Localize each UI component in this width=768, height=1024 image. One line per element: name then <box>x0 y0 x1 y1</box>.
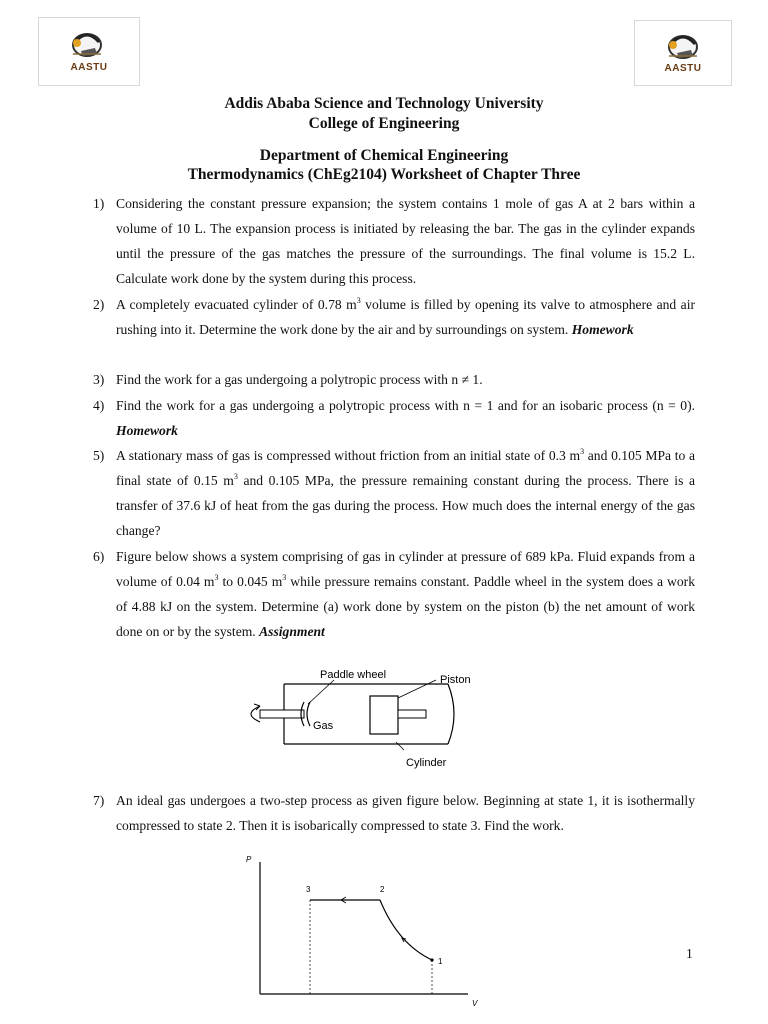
question-text: and 0.105 MPa, the pressure remaining constant during the process. There is a transfer of 37.6 kJ of heat from the gas during the process. How much does the internal energy of the gas change? <box>116 473 695 538</box>
question-text: A completely evacuated cylinder of 0.78 m <box>116 297 357 312</box>
superscript: 3 <box>356 296 361 305</box>
state-1-label: 1 <box>438 957 443 966</box>
cylinder-figure <box>236 662 486 774</box>
paddle-wheel-label: Paddle wheel <box>320 669 387 681</box>
university-title: Addis Ababa Science and Technology University <box>224 95 544 112</box>
question-5 <box>93 443 695 543</box>
leader-line <box>398 680 436 698</box>
question-text: while pressure remains constant. Paddle wheel in the system does a work of 4.88 kJ on the system. Determine (a) work done by system on the piston (b) the net amount of work done on or by the system. <box>116 574 695 639</box>
superscript: 3 <box>282 573 287 582</box>
question-text: Considering the constant pressure expansion; the system contains 1 mole of gas A at 2 bars within a volume of 10 L. The expansion process is initiated by releasing the bar. The gas in the cylinder expands until the pressure of the gas matches the pressure of the surroundings. The final volume is 15.2 L. Calculate work done by the system during this process. <box>116 196 695 286</box>
question-text: A stationary mass of gas is compressed without friction from an initial state of 0.3 m <box>116 448 581 463</box>
piston-rod <box>398 710 426 718</box>
homework-tag: Homework <box>571 322 634 337</box>
rotation-arrow <box>251 706 260 722</box>
aastu-logo-left <box>38 17 140 86</box>
logo-text: AASTU <box>664 63 702 74</box>
question-1 <box>93 191 695 291</box>
question-2 <box>93 292 695 342</box>
question-number: 2) <box>93 297 105 312</box>
gas-label: Gas <box>313 720 334 732</box>
question-number: 1) <box>93 196 105 211</box>
cylinder-open-end <box>448 684 454 744</box>
piston-label: Piston <box>440 674 471 686</box>
question-text: volume is filled by opening its valve to atmosphere and air rushing into it. Determine the work done by the air and by surroundings on system. <box>116 297 695 337</box>
cylinder-label: Cylinder <box>406 757 447 769</box>
superscript: 3 <box>580 447 585 456</box>
question-7 <box>93 788 695 838</box>
question-3 <box>93 367 695 392</box>
aastu-logo-right <box>634 20 732 86</box>
logo-text: AASTU <box>70 62 108 73</box>
question-text: Find the work for a gas undergoing a polytropic process with n ≠ 1. <box>116 372 483 387</box>
state-point <box>430 958 433 961</box>
question-number: 4) <box>93 398 105 413</box>
p-axis-label: P <box>246 855 252 864</box>
homework-tag: Homework <box>116 423 178 438</box>
superscript: 3 <box>233 472 238 481</box>
question-text: to 0.045 m <box>218 574 283 589</box>
pv-diagram <box>240 852 485 1012</box>
college-title: College of Engineering <box>308 115 460 132</box>
paddle-blade <box>307 702 310 726</box>
superscript: 3 <box>214 573 219 582</box>
question-4 <box>93 393 695 443</box>
page-number: 1 <box>686 946 693 961</box>
question-6 <box>93 544 695 644</box>
question-number: 3) <box>93 372 105 387</box>
leader-line <box>396 742 404 750</box>
piston <box>370 696 398 734</box>
department-title: Department of Chemical Engineering <box>259 147 509 164</box>
question-number: 5) <box>93 448 105 463</box>
question-text: Find the work for a gas undergoing a polytropic process with n = 1 and for an isobaric process (n = 0). <box>116 398 695 413</box>
isothermal-curve <box>380 900 432 960</box>
question-number: 7) <box>93 793 105 808</box>
state-2-label: 2 <box>380 885 385 894</box>
question-text: Figure below shows a system comprising of gas in cylinder at pressure of 689 kPa. Fluid expands from a volume of 0.04 m <box>116 549 695 589</box>
course-title: Thermodynamics (ChEg2104) Worksheet of Chapter Three <box>187 166 581 183</box>
state-3-label: 3 <box>306 885 311 894</box>
paddle-shaft <box>260 710 304 718</box>
question-number: 6) <box>93 549 105 564</box>
question-text: and 0.105 MPa to a final state of 0.15 m <box>116 448 696 488</box>
v-axis-label: V <box>472 999 478 1008</box>
assignment-tag: Assignment <box>259 624 325 639</box>
question-text: An ideal gas undergoes a two-step process as given figure below. Beginning at state 1, it is isothermally compressed to state 2. Then it is isobarically compressed to state 3. Find the work. <box>116 793 695 833</box>
